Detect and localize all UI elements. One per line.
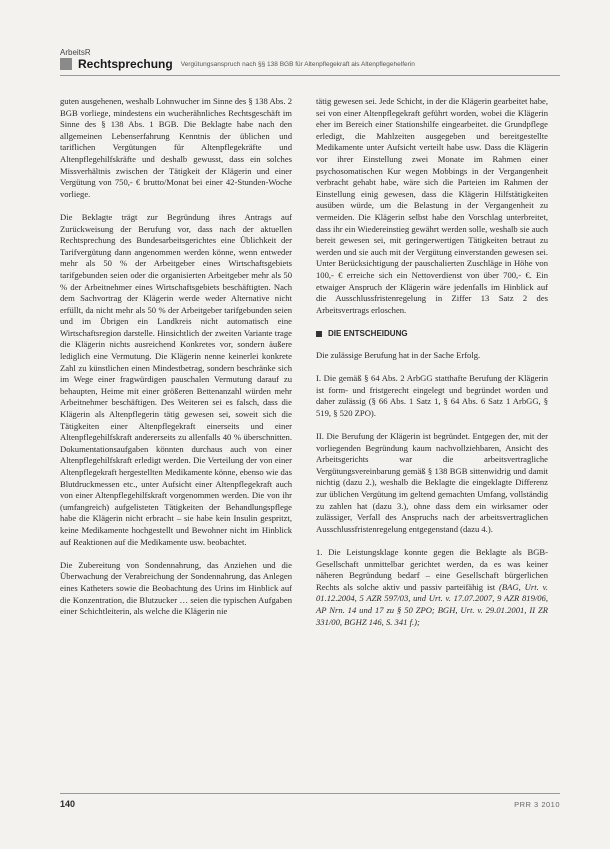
citation: (BAG, Urt. v. 01.12.2004, 5 AZR 597/03, und Urt. v. 17.07.2007, 9 AZR 819/06, AP Nrn. 14 und 17 zu § 50 ZPO; BGH, Urt. v. 29.01.2001, II ZR 331/00, BGHZ 146, S. 341 f.); bbox=[316, 581, 548, 627]
paragraph-text: 1. Die Leistungsklage konnte gegen die Beklagte als BGB-Gesellschaft unmittelbar gerichtet werden, da es was keiner näheren Begründung bedarf – eine Gesellschaft bürgerlichen Rechts als solche aktiv und passiv parteifähig ist bbox=[316, 546, 548, 592]
heading-marker-icon bbox=[316, 331, 322, 337]
page-header bbox=[60, 56, 560, 72]
left-paragraph: Die Beklagte trägt zur Begründung ihres Antrags auf Zurückweisung der Berufung vor, dass nach der aktuellen Rechtsprechung des Bundesarbeitsgerichtes eine Üblichkeit der Tarifvergütung dann angenommen werden könne, wenn entweder mehr als 50 % der Arbeitgeber eines Wirtschaftsgebiets tarifgebunden seien oder die organisierten Arbeitgeber mehr als 50 % der Arbeitnehmer eines Wirtschaftsgebiets beschäftigten. Nach dem Sachvortrag der Klägerin werde weder Alternative nicht erfüllt, da nicht mehr als 50 % der Arbeitgeber tarifgebunden seien und im Übrigen ein Landkreis nicht automatisch eine Wirtschaftsregion darstelle. Hinsichtlich der zweiten Variante trage die Klägerin nichts ausreichend Konkretes vor, sondern äußere lediglich eine Vermutung. Die Klägerin nenne keinerlei konkrete Zahl zu künstlichen einen Mindestbetrag, sondern beschränke sich im Wege einer fragwürdigen pauschalen Vermutung darauf zu behaupten, Heime mit einer größeren Bettenanzahl würden mehr Arbeitnehmer beschäftigen. Des Weiteren sei es falsch, dass die Klägerin als Altenpflegerin tätig gewesen sei, soweit sich die Tätigkeiten einer Altenpflegekraft einerseits und einer Altenpflegehilfskraft andererseits zu allenfalls 40 % überschnitten. Dokumentationsaufgaben könnten durchaus auch von einer Altenpflegehilfskraft erledigt werden. Die Verteilung der von einer Altenpflegekraft hergestellten Medikamente könne, ebenso wie das Blutdruckmessen etc., unter Aufsicht einer Altenpflegekraft auch von einer Altenpflegehilfskraft vorgenommen werden. Die von ihr (umfangreich) aufgelisteten Tätigkeiten der Behandlungspflege habe die Klägerin nicht erbracht – sie habe kein Insulin gespritzt, keine Medikamente hochgestellt und Bewohner nicht im Hinblick auf Reaktionen auf die Medikamente usw. beobachtet. bbox=[60, 211, 292, 547]
issue-label: PRR 3 2010 bbox=[514, 800, 560, 809]
right-paragraph: tätig gewesen sei. Jede Schicht, in der die Klägerin gearbeitet habe, sei von einer Altenpflegekraft geführt worden, wobei die Klägerin eher im Bereich einer Stationshilfe eingearbeitet. die Grundpflege erledigt, die Mahlzeiten ausgegeben und bereitgestellte Medikamente unter Aufsicht verteilt habe usw. Dass die Klägerin vor ihrer Einstellung zwei Monate im Rahmen einer psychosomatischen Kur wegen Mobbings in der Vergangenheit verbracht gehabt habe, wäre sich die Parteien im Rahmen der Einstellung einig gewesen, dass die Klägerin Hilfstätigkeiten ausüben würde, um die Belastung in der Vergangenheit zu vermeiden. Die Klägerin selbst habe den Vorschlag unterbreitet, dass ihr ein Wiedereinstieg gewährt werden solle, weshalb sie auch bereit gewesen sei, mit geringerwertigen Tätigkeiten betraut zu werden und sie auch mit der Vergütung einverstanden gewesen sei. Unter Berücksichtigung der pauschalierten Zuschläge in Höhe von 100,- € erreiche sich ein Nettoverdienst von über 700,- €. Ein etwaiger Anspruch der Klägerin wäre jedenfalls im Hinblick auf die Ausschlussfristenregelung in Ziffer 13 Satz 2 des Arbeitsvertrags erloschen. bbox=[316, 96, 548, 315]
left-paragraph: guten ausgehenen, weshalb Lohnwucher im Sinne des § 138 Abs. 2 BGB vorliege, mindestens ein wucherähnliches Rechtsgeschäft im Sinne des § 138 Abs. 1 BGB. Die Beklagte habe nach den allgemeinen Lebenserfahrung Kenntnis der üblichen und tariflichen Vergütungen für Altenpflegekräfte und Altenpflegehilfskräfte und deshalb gewusst, dass ein solches Missverhältnis zwischen der Tätigkeit der Klägerin und einer Vergütung von 750,- € brutto/Monat bei einer 42-Stunden-Woche vorliege. bbox=[60, 96, 292, 199]
header-title: Rechtsprechung bbox=[78, 57, 173, 71]
left-column bbox=[60, 96, 292, 618]
header-divider bbox=[60, 75, 560, 76]
section-label: ArbeitsR bbox=[60, 48, 91, 57]
decision-heading-text: DIE ENTSCHEIDUNG bbox=[328, 329, 408, 339]
left-paragraph: Die Zubereitung von Sondennahrung, das Anziehen und die Überwachung der Verabreichung der Sondennahrung, das Anlegen eines Katheters sowie die Beobachtung des Urins im Hinblick auf die Konzentration, die Blutzucker … seien die typischen Aufgaben einer Schichtleiterin, als welche die Klägerin nie bbox=[60, 559, 292, 617]
page-number: 140 bbox=[60, 799, 76, 809]
right-paragraph bbox=[316, 547, 548, 628]
right-paragraph: I. Die gemäß § 64 Abs. 2 ArbGG statthafte Berufung der Klägerin ist form- und fristgerecht eingelegt und begründet worden und daher zulässig (§ 66 Abs. 1 Satz 1, § 64 Abs. 6 Satz 1 ArbGG, § 519, § 520 ZPO). bbox=[316, 373, 548, 418]
decision-heading bbox=[316, 328, 548, 340]
right-paragraph: Die zulässige Berufung hat in der Sache Erfolg. bbox=[316, 349, 481, 360]
right-column bbox=[316, 96, 548, 628]
footer-divider bbox=[60, 793, 560, 794]
header-marker-icon bbox=[60, 58, 72, 70]
right-paragraph: II. Die Berufung der Klägerin ist begründet. Entgegen der, mit der vorliegenden Begründung kaum nachvollziehbaren, Ansicht des Arbeitsgerichts war die arbeitsvertragliche Vergütungsvereinbarung gemäß § 138 BGB sittenwidrig und damit nichtig (dazu 2.), weshalb die Beklagte die eingeklagte Differenz zur üblichen Vergütung im geltend gemachten Umfang, vollständig zu zahlen hat (dazu 3.), ohne dass dem ein wirksamer oder zulässiger, Verfall des Anspruchs nach der arbeitsvertraglichen Ausschlussfristenregelung entgegenstand (dazu 4.). bbox=[316, 431, 548, 534]
header-subtitle: Vergütungsanspruch nach §§ 138 BGB für Altenpflegekraft als Altenpflegehelferin bbox=[180, 60, 415, 68]
